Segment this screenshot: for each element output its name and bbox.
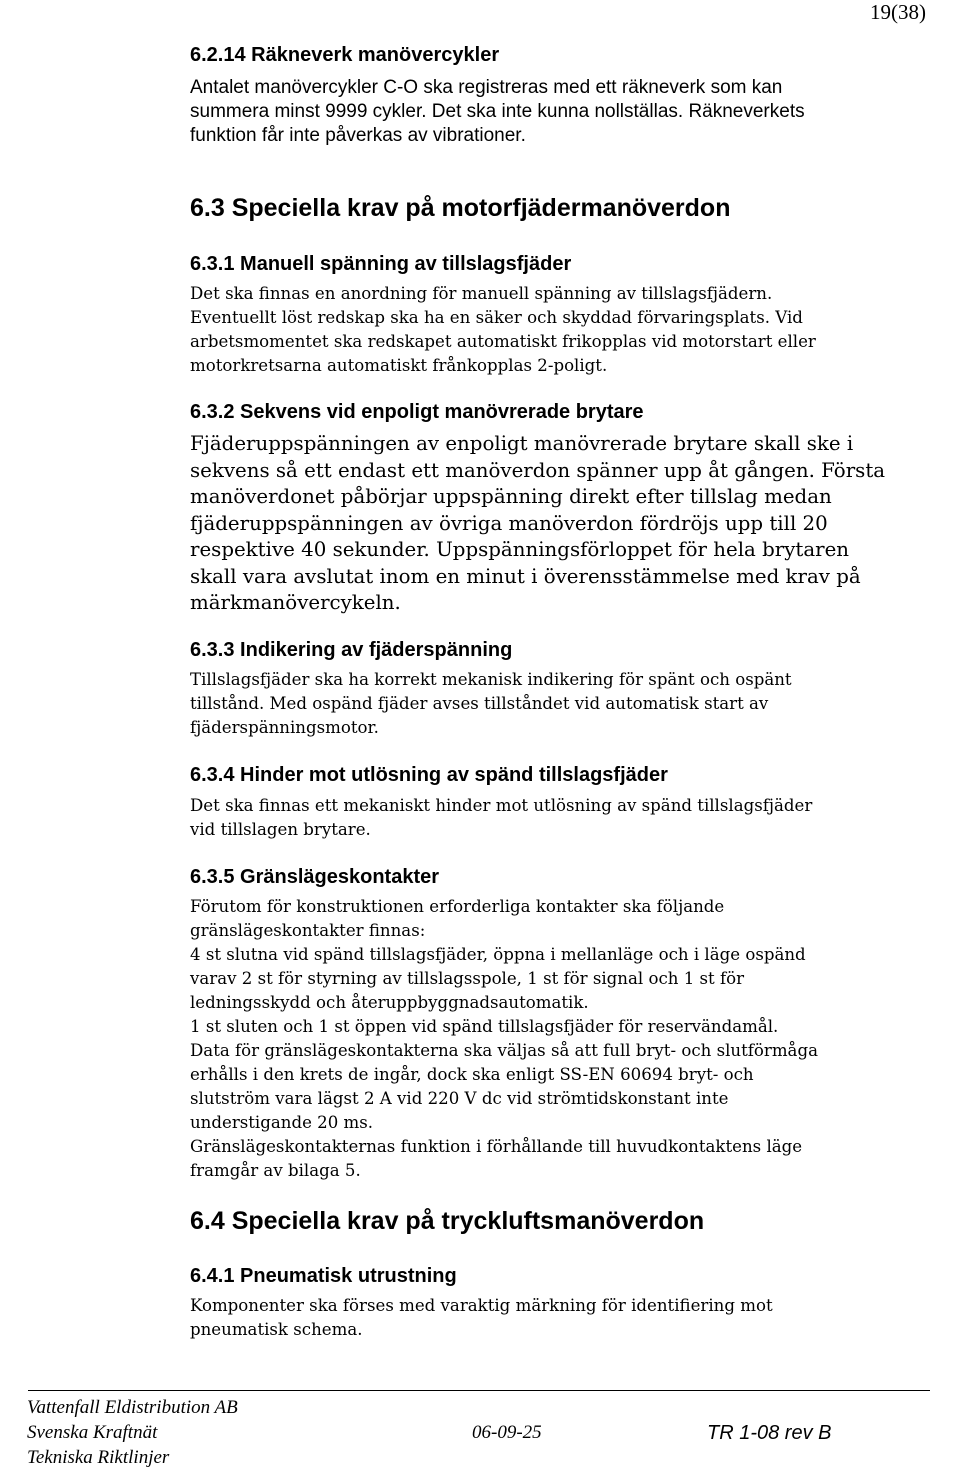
heading-6-4-1: 6.4.1 Pneumatisk utrustning xyxy=(190,1265,457,1287)
paragraph-line: märkmanövercykeln. xyxy=(190,591,401,614)
paragraph-line: skall vara avslutat inom en minut i överensstämmelse med krav på xyxy=(190,564,861,588)
paragraph-line: Eventuellt löst redskap ska ha en säker och skyddad förvaringsplats. Vid xyxy=(190,308,803,327)
footer-date: 06-09-25 xyxy=(472,1422,542,1443)
paragraph-line: tillstånd. Med ospänd fjäder avses tillståndet vid automatisk start av xyxy=(190,694,769,713)
paragraph-line: Tillslagsfjäder ska ha korrekt mekanisk indikering för spänt och ospänt xyxy=(190,670,792,689)
paragraph-line: 4 st slutna vid spänd tillslagsfjäder, öppna i mellanläge och i läge ospänd xyxy=(190,945,806,964)
footer-doc-type: Tekniska Riktlinjer xyxy=(27,1447,170,1468)
paragraph-line: ledningsskydd och återuppbyggnadsautomatik. xyxy=(190,993,589,1012)
paragraph-line: fjäderspänningsmotor. xyxy=(190,718,379,737)
paragraph-line: fjäderuppspänningen av övriga manöverdon fördröjs upp till 20 xyxy=(190,511,828,535)
footer-divider xyxy=(28,1390,930,1391)
paragraph-line: motorkretsarna automatiskt frånkopplas 2-poligt. xyxy=(190,356,608,375)
paragraph-line: erhålls i den krets de ingår, dock ska enligt SS-EN 60694 bryt- och xyxy=(190,1065,754,1084)
heading-6-3: 6.3 Speciella krav på motorfjädermanöverdon xyxy=(190,194,731,222)
paragraph-line: Det ska finnas ett mekaniskt hinder mot utlösning av spänd tillslagsfjäder xyxy=(190,796,813,815)
paragraph-line: sekvens så ett endast ett manöverdon spänner upp åt gången. Första xyxy=(190,458,886,482)
paragraph-line: pneumatisk schema. xyxy=(190,1320,363,1339)
footer-doc-code: TR 1-08 rev B xyxy=(707,1422,832,1444)
paragraph-line: framgår av bilaga 5. xyxy=(190,1161,361,1180)
paragraph-line: manöverdonet påbörjar uppspänning direkt efter tillslag medan xyxy=(190,485,832,508)
paragraph-line: Komponenter ska förses med varaktig märkning för identifiering mot xyxy=(190,1296,773,1315)
paragraph-line: varav 2 st för styrning av tillslagsspole, 1 st för signal och 1 st för xyxy=(190,969,745,988)
paragraph-line: Gränslägeskontakternas funktion i förhållande till huvudkontaktens läge xyxy=(190,1137,803,1156)
heading-6-4: 6.4 Speciella krav på tryckluftsmanöverdon xyxy=(190,1207,705,1235)
paragraph-line: 1 st sluten och 1 st öppen vid spänd tillslagsfjäder för reservändamål. xyxy=(190,1017,779,1036)
paragraph-line: arbetsmomentet ska redskapet automatiskt frikopplas vid motorstart eller xyxy=(190,332,816,351)
paragraph-line: Det ska finnas en anordning för manuell spänning av tillslagsfjädern. xyxy=(190,284,773,303)
paragraph-line: respektive 40 sekunder. Uppspänningsförloppet för hela brytaren xyxy=(190,538,850,561)
paragraph-line: funktion får inte påverkas av vibrationer. xyxy=(190,125,526,146)
heading-6-3-5: 6.3.5 Gränslägeskontakter xyxy=(190,866,440,888)
paragraph-line: Förutom för konstruktionen erforderliga kontakter ska följande xyxy=(190,897,725,916)
paragraph-line: Fjäderuppspänningen av enpoligt manövrerade brytare skall ske i xyxy=(190,432,854,455)
page-number: 19(38) xyxy=(870,0,926,24)
paragraph-line: gränslägeskontakter finnas: xyxy=(190,921,426,940)
paragraph-line: Antalet manövercykler C-O ska registreras med ett räkneverk som kan xyxy=(190,77,783,98)
heading-6-3-1: 6.3.1 Manuell spänning av tillslagsfjäder xyxy=(190,253,572,275)
heading-6-3-2: 6.3.2 Sekvens vid enpoligt manövrerade brytare xyxy=(190,401,644,423)
heading-6-2-14: 6.2.14 Räkneverk manövercykler xyxy=(190,44,500,66)
paragraph-line: Data för gränslägeskontakterna ska väljas så att full bryt- och slutförmåga xyxy=(190,1041,818,1060)
paragraph-line: vid tillslagen brytare. xyxy=(190,820,371,839)
heading-6-3-4: 6.3.4 Hinder mot utlösning av spänd tillslagsfjäder xyxy=(190,764,668,786)
footer-company-vattenfall: Vattenfall Eldistribution AB xyxy=(27,1397,238,1418)
heading-6-3-3: 6.3.3 Indikering av fjäderspänning xyxy=(190,639,513,661)
paragraph-line: slutström vara lägst 2 A vid 220 V dc vid strömtidskonstant inte xyxy=(190,1089,729,1108)
footer-company-svk: Svenska Kraftnät xyxy=(27,1422,158,1443)
paragraph-line: understigande 20 ms. xyxy=(190,1113,374,1132)
paragraph-line: summera minst 9999 cykler. Det ska inte kunna nollställas. Räkneverkets xyxy=(190,101,805,122)
